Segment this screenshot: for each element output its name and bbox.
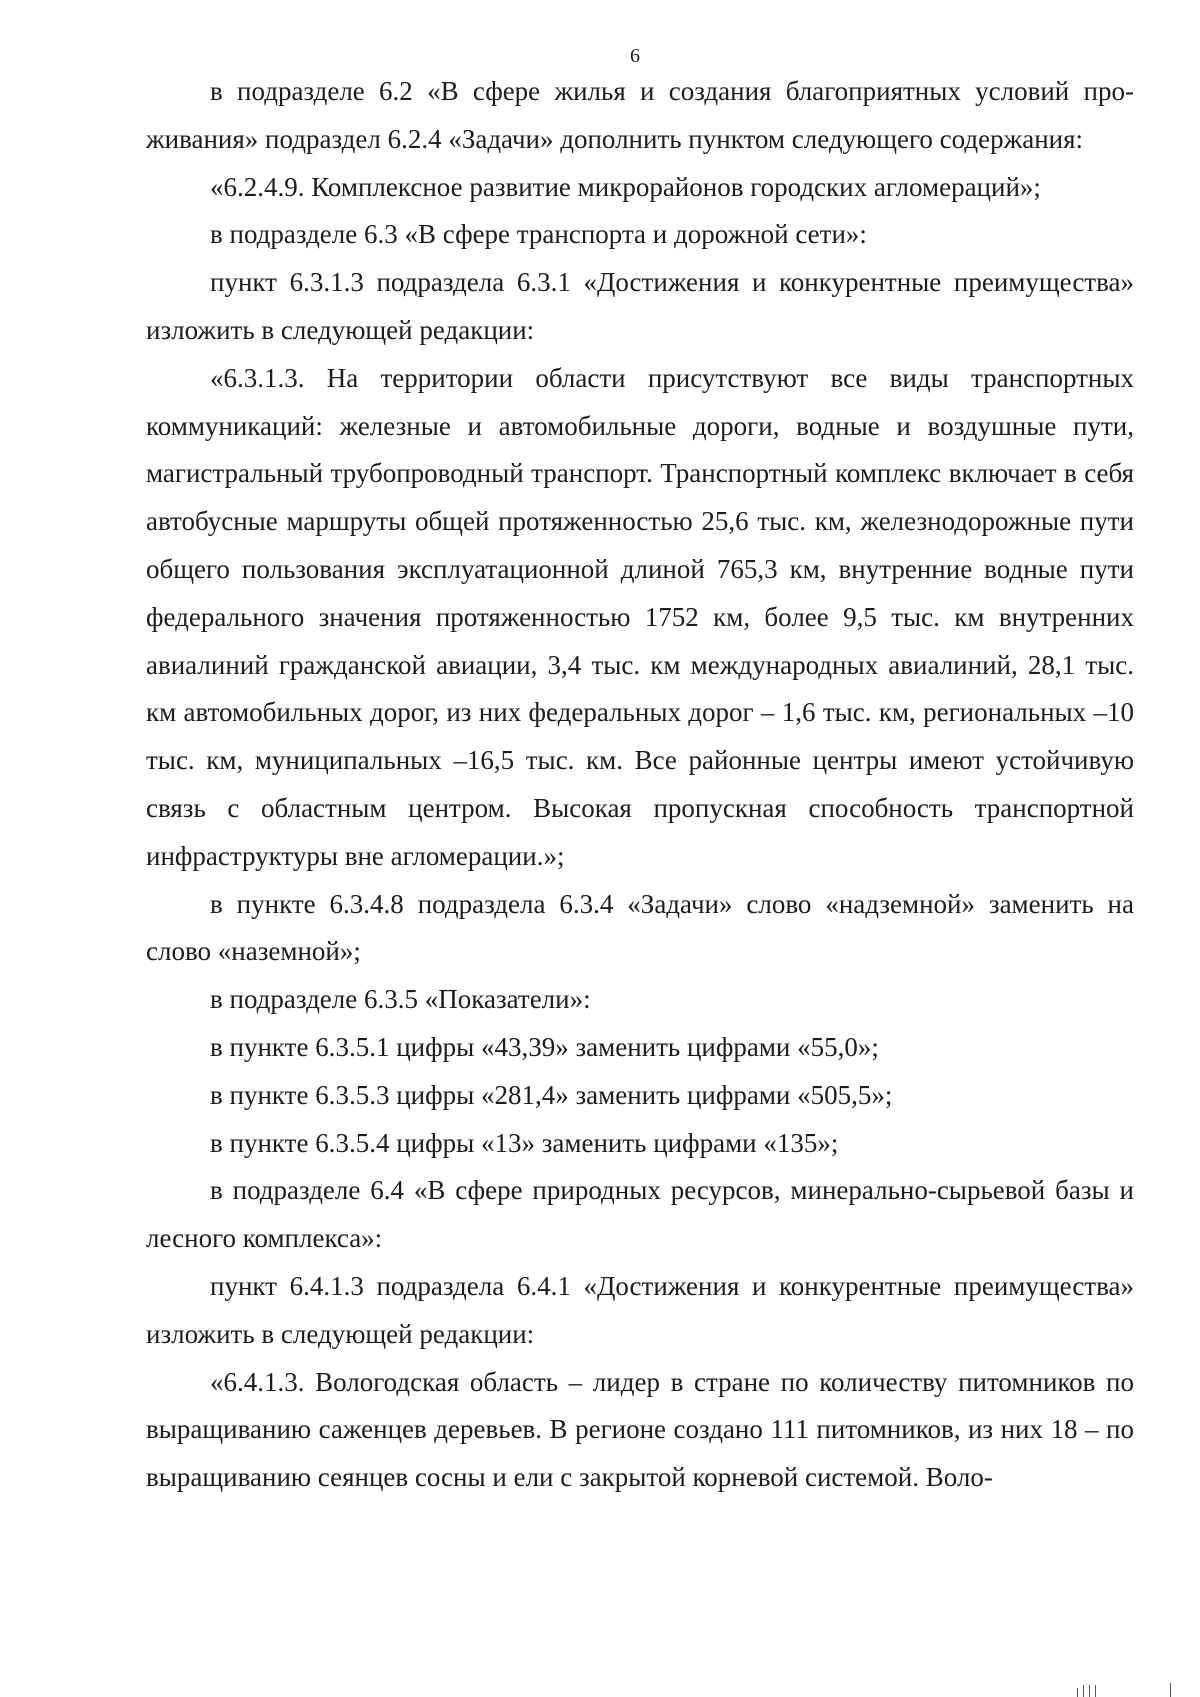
scan-mark (1095, 1685, 1096, 1697)
document-body (146, 68, 1134, 1502)
scan-mark (1083, 1685, 1084, 1697)
paragraph-item-6-2-4-9: «6.2.4.9. Комплексное развитие микрорайонов городских агломераций»; (210, 171, 1041, 202)
paragraph-item-6-4-1-3-intro: пункт 6.4.1.3 подраздела 6.4.1 «Достижения и конкурентные преимущества» изложить в следующей редакции: (146, 1270, 1134, 1349)
scan-mark (1170, 1683, 1171, 1697)
scan-mark (1077, 1688, 1078, 1697)
paragraph-item-6-4-1-3-text: «6.4.1.3. Вологодская область – лидер в стране по количеству питомников по выращиванию саженцев деревьев. В регионе создано 111 питомников, из них 18 – по выращиванию сеянцев сосны и ели с закрытой корневой системой. Воло- (146, 1366, 1134, 1493)
paragraph-subsection-6-2: в подразделе 6.2 «В сфере жилья и создания благоприятных условий проживания» подраздел 6.2.4 «Задачи» дополнить пунктом следующего содержания: (146, 76, 1134, 154)
paragraph-item-6-3-5-1: в пункте 6.3.5.1 цифры «43,39» заменить цифрами «55,0»; (210, 1031, 879, 1062)
paragraph-item-6-3-1-3-text: «6.3.1.3. На территории области присутствуют все виды транспортных коммуникаций: железные и автомобильные дороги, водные и воздушные пути, магистральный трубопроводный транспорт. Транспортный комплекс включает в себя автобусные маршруты общей протяженностью 25,6 тыс. км, железнодорожные пути общего пользования эксплуатационной длиной 765,3 км, внутренние водные пути федерального значения протяженностью 1752 км, более 9,5 тыс. км внутренних авиалиний гражданской авиации, 3,4 тыс. км международных авиалиний, 28,1 тыс. км автомобильных дорог, из них федеральных дорог – 1,6 тыс. км, региональных –10 тыс. км, муниципальных –16,5 тыс. км. Все районные центры имеют устойчивую связь с областным центром. Высокая пропускная способность транспортной инфраструктуры вне агломерации.»; (146, 362, 1134, 871)
paragraph-subsection-6-3-5: в подразделе 6.3.5 «Показатели»: (210, 984, 591, 1015)
page-number: 6 (630, 45, 640, 67)
paragraph-item-6-3-1-3-intro: пункт 6.3.1.3 подраздела 6.3.1 «Достижения и конкурентные преимущества» изложить в следующей редакции: (146, 267, 1134, 345)
paragraph-item-6-3-5-3: в пункте 6.3.5.3 цифры «281,4» заменить цифрами «505,5»; (210, 1079, 893, 1110)
paragraph-item-6-3-4-8: в пункте 6.3.4.8 подраздела 6.3.4 «Задачи» слово «надземной» заменить на слово «наземной»; (146, 888, 1134, 967)
paragraph-subsection-6-4: в подразделе 6.4 «В сфере природных ресурсов, минерально-сырьевой базы и лесного комплекса»: (146, 1175, 1134, 1254)
paragraph-item-6-3-5-4: в пункте 6.3.5.4 цифры «13» заменить цифрами «135»; (210, 1127, 839, 1158)
scan-mark (1089, 1685, 1090, 1697)
paragraph-subsection-6-3: в подразделе 6.3 «В сфере транспорта и дорожной сети»: (210, 219, 867, 250)
